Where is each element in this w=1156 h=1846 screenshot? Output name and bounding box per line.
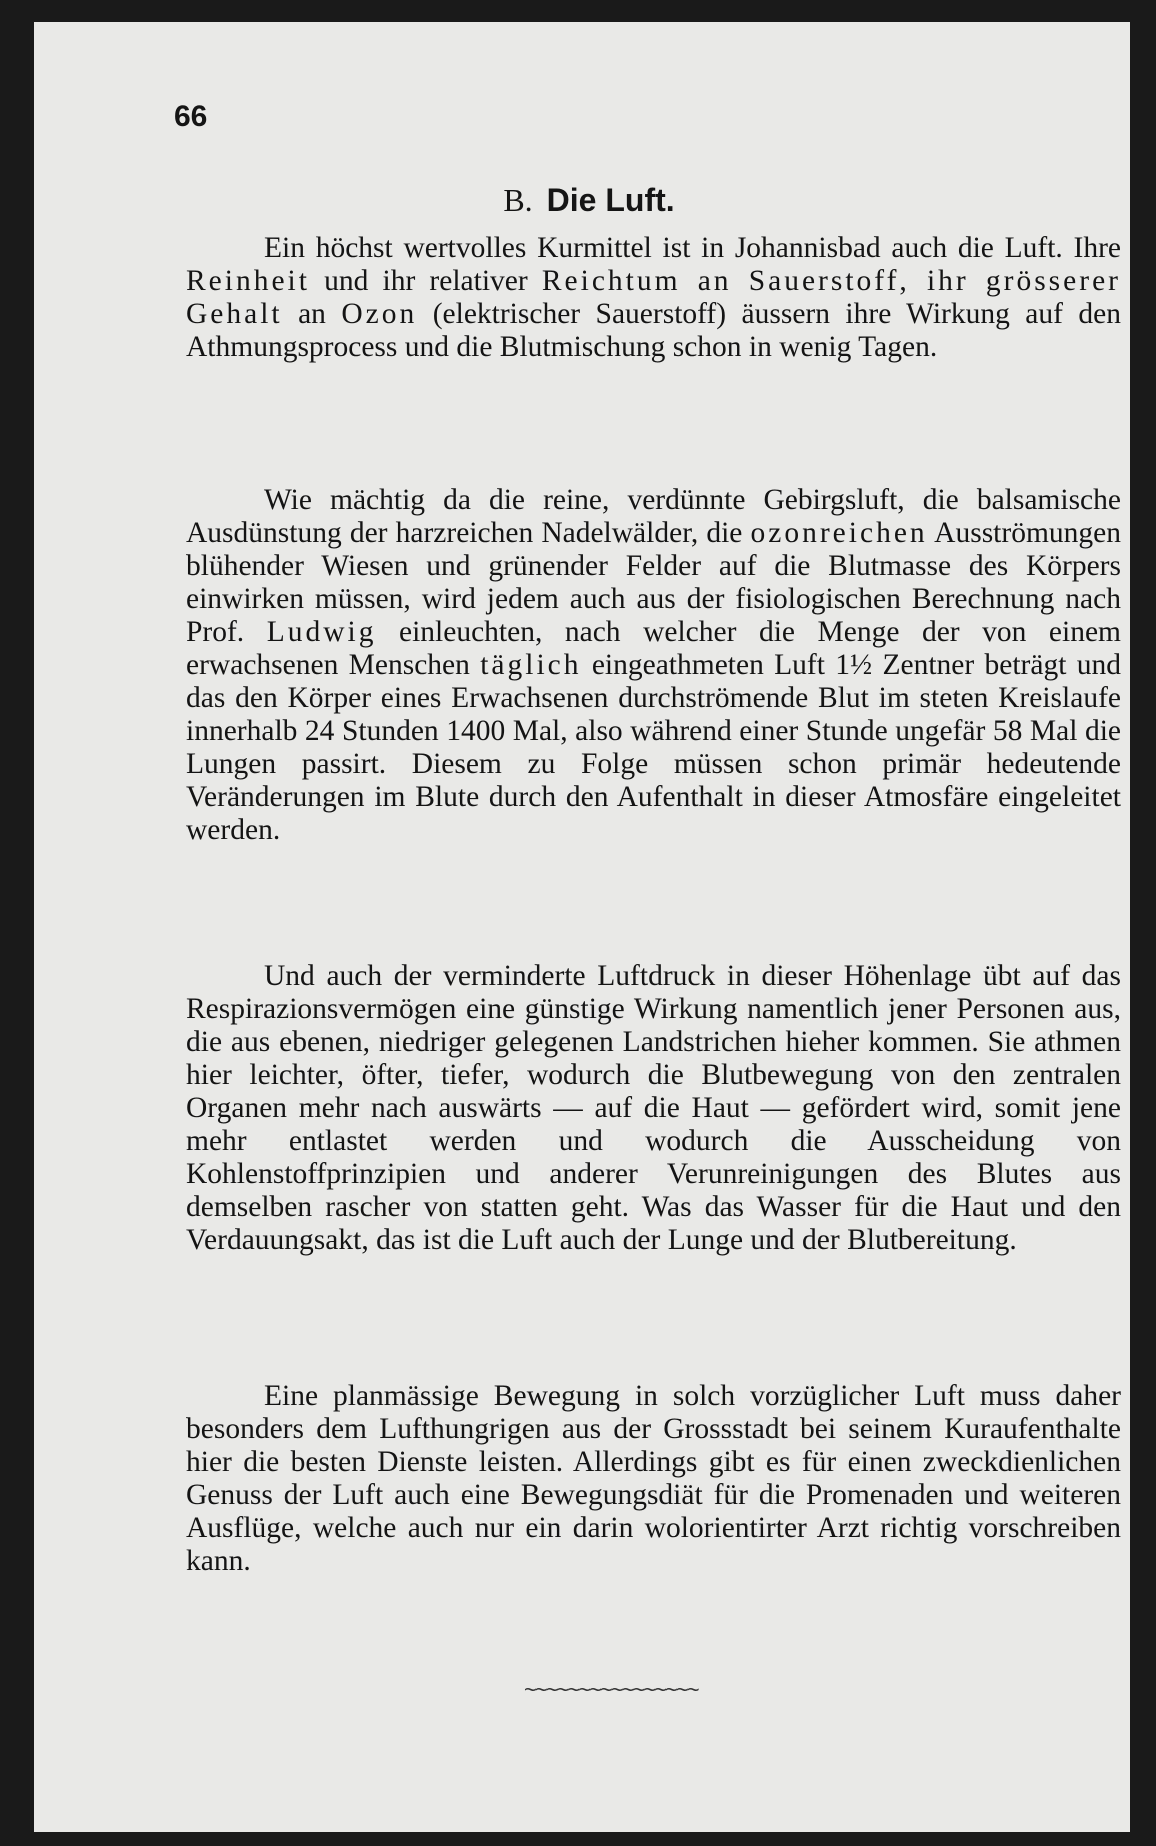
section-heading [34, 182, 1130, 219]
section-title: Die Luft. [546, 182, 675, 218]
p2-emph-ozonreichen: ozonreichen [750, 517, 928, 549]
section-label: B. [503, 182, 533, 218]
p1-text-g: (elektrischer Sauerstoff) äussern ihre Wirkung auf den Athmungsprocess und die Blutmischung schon in wenig Tagen. [186, 298, 1121, 363]
page-number: 66 [174, 100, 208, 133]
p1-text-a: Ein höchst wertvolles Kurmittel ist in Johannisbad auch die Luft. Ihre [264, 232, 1121, 264]
p1-emph-reichtum: Reichtum an Sauerstoff, ihr grösserer Gehalt [186, 265, 1121, 330]
p1-text-e: an [282, 298, 342, 330]
paragraph-3: Und auch der verminderte Luftdruck in dieser Höhenlage übt auf das Respirazionsvermögen eine günstige Wirkung namentlich jener Personen aus, die aus ebenen, niedriger gelegenen Landstrichen hieher kommen. Sie athmen hier leichter, öfter, tiefer, wodurch die Blutbewegung von den zentralen Organen mehr nach auswärts — auf die Haut — gefördert wird, somit jene mehr entlastet werden und wodurch die Ausscheidung von Kohlenstoffprinzipien und anderer Verunreinigungen des Blutes aus demselben rascher von statten geht. Was das Wasser für die Haut und den Verdauungsakt, das ist die Luft auch der Lunge und der Blutbereitung. [186, 960, 1121, 1256]
p1-emph-ozon: Ozon [341, 298, 418, 330]
p2-emph-taeglich: täglich [480, 649, 582, 681]
p2-text-c: Ausströmungen blühender Wiesen und grünender Felder auf die Blutmasse des Körpers einwirken müssen, wird jedem auch aus der fisiologischen Berechnung nach Prof. [186, 517, 1121, 648]
paragraph-1 [186, 232, 1121, 364]
paragraph-2 [186, 484, 1121, 847]
section-end-ornament: ~~~~~~~~~~~~~~~~ [524, 1677, 698, 1702]
p2-text-a: Wie mächtig da die reine, verdünnte Gebirgsluft, die balsamische Ausdünstung der harzreichen Nadelwälder, die [186, 484, 1121, 549]
book-page [34, 22, 1130, 1832]
p2-emph-ludwig: Ludwig [266, 616, 377, 648]
p1-emph-reinheit: Reinheit [186, 265, 310, 297]
paragraph-4: Eine planmässige Bewegung in solch vorzüglicher Luft muss daher besonders dem Lufthungrigen aus der Grossstadt bei seinem Kuraufenthalte hier die besten Dienste leisten. Allerdings gibt es für einen zweckdienlichen Genuss der Luft auch eine Bewegungsdiät für die Promenaden und weiteren Ausflüge, welche auch nur ein darin wolorientirter Arzt richtig vorschreiben kann. [186, 1380, 1121, 1577]
p2-text-g: eingeathmeten Luft 1½ Zentner beträgt und das den Körper eines Erwachsenen durchströmende Blut im steten Kreislaufe innerhalb 24 Stunden 1400 Mal, also während einer Stunde ungefär 58 Mal die Lungen passirt. Diesem zu Folge müssen schon primär hedeutende Veränderungen im Blute durch den Aufenthalt in dieser Atmosfäre eingeleitet werden. [186, 649, 1121, 846]
p1-text-c: und ihr relativer [309, 265, 542, 297]
p2-text-e: einleuchten, nach welcher die Menge der von einem erwachsenen Menschen [186, 616, 1121, 681]
